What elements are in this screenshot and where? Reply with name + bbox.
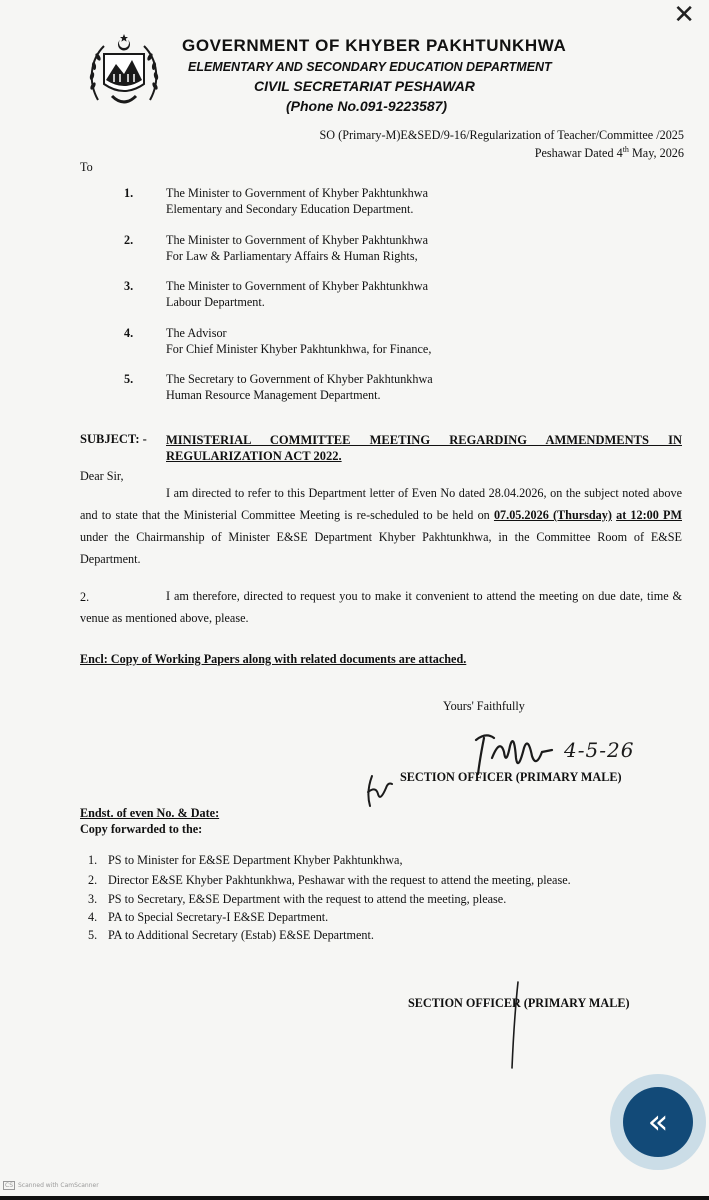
bottom-bar (0, 1196, 709, 1200)
endorsement-heading: Endst. of even No. & Date: (80, 806, 220, 820)
copy-item: PS to Minister for E&SE Department Khyber Pakhtunkhwa, (108, 853, 403, 867)
addressee-number: 3. (124, 279, 134, 293)
addressee-line: Elementary and Secondary Education Department. (166, 202, 414, 216)
government-emblem-icon (84, 30, 164, 112)
copy-number: 4. (88, 910, 98, 924)
subject-label: SUBJECT: - (80, 432, 147, 446)
copy-item: Director E&SE Khyber Pakhtunkhwa, Peshawar with the request to attend the meeting, please. (108, 873, 571, 887)
body-paragraph-1: I am directed to refer to this Department letter of Even No dated 28.04.2026, on the subject noted above and to state that the Ministerial Committee Meeting is re-scheduled to be held on 07.05.2026 (Thursday) at 12:00 PM under the Chairmanship of Minister E&SE Department Khyber Pakhtunkhwa, in the Committee Room of E&SE Department. (80, 486, 682, 566)
paragraph-2-number: 2. (80, 590, 90, 604)
addressee-number: 4. (124, 326, 134, 340)
addressee-line: Labour Department. (166, 295, 265, 309)
letterhead-government: GOVERNMENT OF KHYBER PAKHTUNKHWA (182, 36, 567, 55)
addressee-line: The Minister to Government of Khyber Pakhtunkhwa (166, 279, 428, 293)
copy-item: PA to Additional Secretary (Estab) E&SE Department. (108, 928, 374, 942)
initials-mark (362, 772, 396, 812)
body-paragraph-2: I am therefore, directed to request you to make it convenient to attend the meeting on due date, time & venue as mentioned above, please. (80, 589, 682, 625)
addressee-number: 1. (124, 186, 134, 200)
copy-number: 1. (88, 853, 98, 867)
addressee-number: 2. (124, 233, 134, 247)
addressee-line: The Minister to Government of Khyber Pakhtunkhwa (166, 233, 428, 247)
closing: Yours' Faithfully (443, 699, 525, 713)
letterhead-department: ELEMENTARY AND SECONDARY EDUCATION DEPARTMENT (188, 60, 552, 74)
addressee-number: 5. (124, 372, 134, 386)
double-chevron-left-icon: « (623, 1087, 693, 1157)
signatory-designation: SECTION OFFICER (PRIMARY MALE) (408, 996, 630, 1010)
signature-stroke (504, 980, 524, 1070)
letterhead-phone: (Phone No.091-9223587) (286, 98, 448, 114)
to-label: To (80, 160, 93, 174)
addressee-line: For Law & Parliamentary Affairs & Human Rights, (166, 249, 418, 263)
salutation: Dear Sir, (80, 469, 124, 483)
addressee-line: The Secretary to Government of Khyber Pakhtunkhwa (166, 372, 433, 386)
handwritten-date: 4-5-26 (564, 738, 635, 762)
letterhead-secretariat: CIVIL SECRETARIAT PESHAWAR (254, 78, 475, 94)
addressee-line: Human Resource Management Department. (166, 388, 381, 402)
copy-item: PS to Secretary, E&SE Department with the request to attend the meeting, please. (108, 892, 507, 906)
reference-number: SO (Primary-M)E&SED/9-16/Regularization of Teacher/Committee /2025 (319, 128, 684, 142)
enclosure-note: Encl: Copy of Working Papers along with related documents are attached. (80, 652, 467, 666)
addressee-line: For Chief Minister Khyber Pakhtunkhwa, for Finance, (166, 342, 432, 356)
subject-text: MINISTERIAL COMMITTEE MEETING REGARDING AMMENDMENTS IN REGULARIZATION ACT 2022. (166, 433, 682, 463)
signatory-designation: SECTION OFFICER (PRIMARY MALE) (400, 770, 622, 784)
close-icon[interactable]: ✕ (673, 0, 695, 30)
addressee-line: The Advisor (166, 326, 227, 340)
copy-number: 2. (88, 873, 98, 887)
addressee-line: The Minister to Government of Khyber Pakhtunkhwa (166, 186, 428, 200)
copy-item: PA to Special Secretary-I E&SE Department. (108, 910, 329, 924)
letter-date: Peshawar Dated 4th May, 2026 (534, 145, 684, 161)
camscanner-watermark: CS Scanned with CamScanner (5, 1182, 99, 1189)
copy-number: 5. (88, 928, 98, 942)
copy-number: 3. (88, 892, 98, 906)
page-nav-button[interactable] (610, 1074, 706, 1170)
copy-forwarded-heading: Copy forwarded to the: (80, 822, 203, 836)
